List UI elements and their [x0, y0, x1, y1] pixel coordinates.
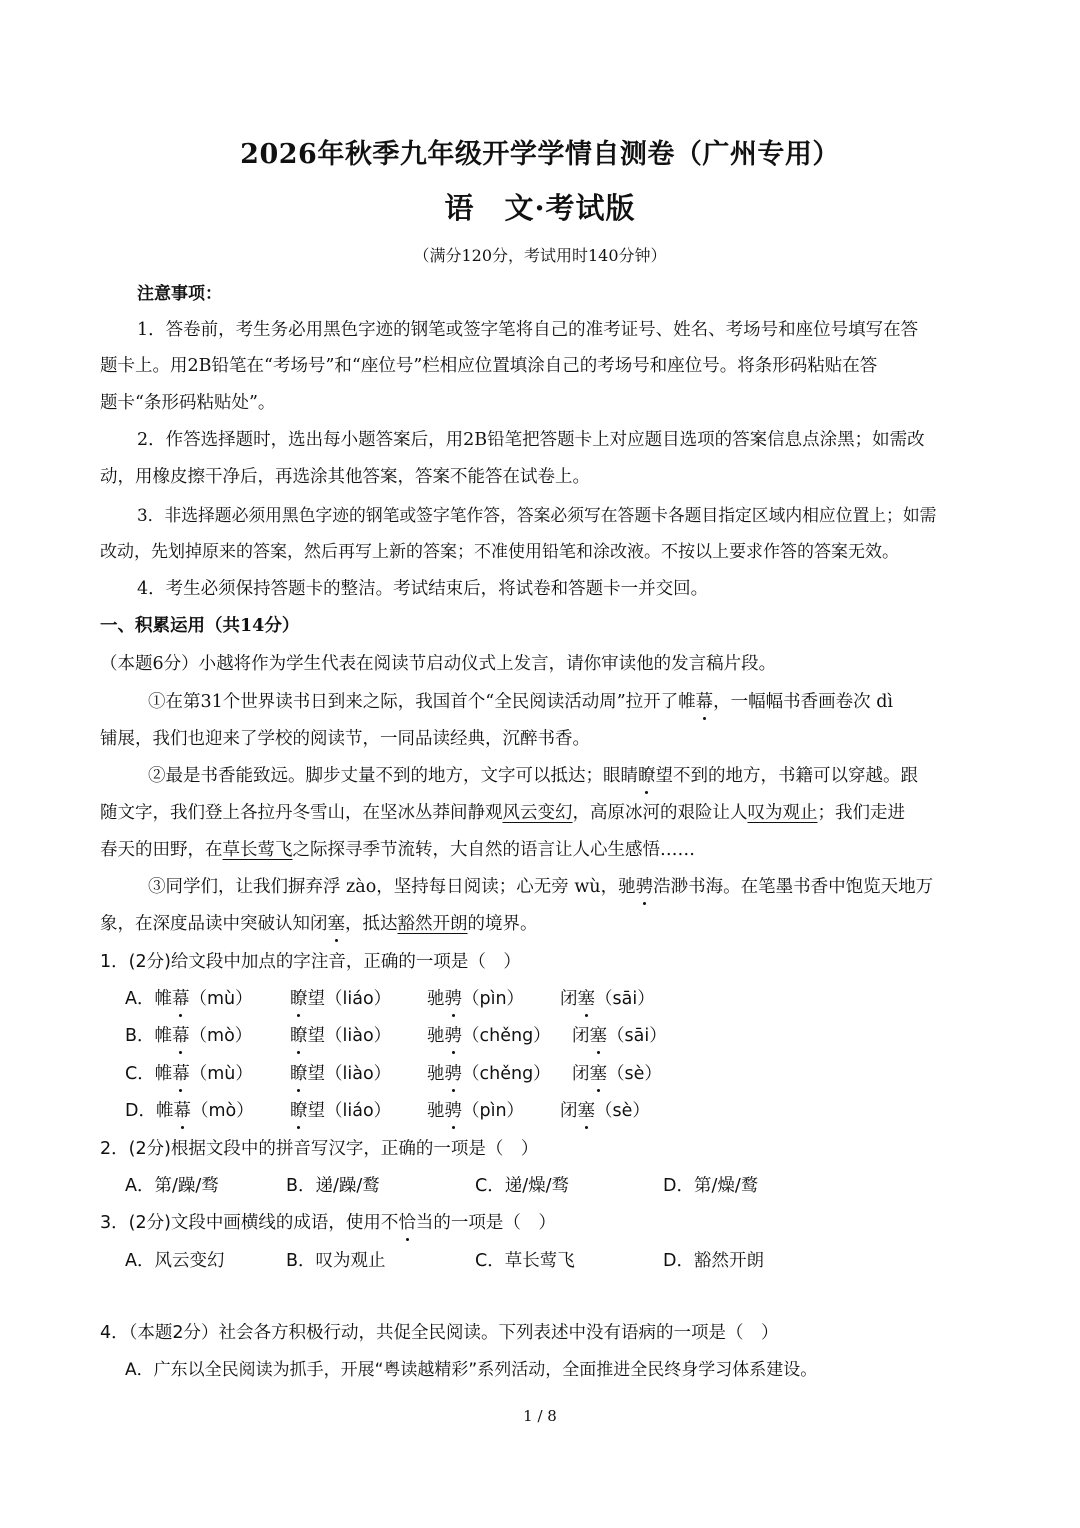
question-2-option-b: B．递/躁/鹜 [286, 1176, 380, 1196]
passage-paragraph-3-cont: 象，在深度品读中突破认知闭塞，抵达豁然开朗的境界。 [100, 914, 538, 934]
notice-heading: 注意事项： [137, 284, 222, 304]
question-1-option: C．帷幕（mù） 瞭望（liào） 驰骋（chěng） 闭塞（sè） [125, 1064, 662, 1084]
question-3-option-b: B．叹为观止 [286, 1251, 386, 1271]
passage-paragraph-1: ①在第31个世界读书日到来之际，我国首个“全民阅读活动周”拉开了帷幕，一幅幅书香画卷次 dì [148, 692, 894, 712]
question-2-stem: 2．(2分)根据文段中的拼音写汉字，正确的一项是（ ） [100, 1139, 539, 1159]
question-3-option-c: C．草长莺飞 [475, 1251, 575, 1271]
question-1-stem: 1．(2分)给文段中加点的字注音，正确的一项是（ ） [100, 952, 521, 972]
notice-line: 2．作答选择题时，选出每小题答案后，用2B铅笔把答题卡上对应题目选项的答案信息点涂黑；如需改 [137, 430, 925, 450]
question-4-stem: 4．（本题2分）社会各方积极行动，共促全民阅读。下列表述中没有语病的一项是（ ） [100, 1323, 779, 1343]
exam-title: 2026年秋季九年级开学学情自测卷（广州专用） [240, 139, 840, 170]
passage-paragraph-2: ②最是书香能致远。脚步丈量不到的地方，文字可以抵达；眼睛瞭望不到的地方，书籍可以穿越。跟 [148, 766, 918, 786]
question-3-stem: 3．(2分)文段中画横线的成语，使用不恰当的一项是（ ） [100, 1213, 556, 1233]
question-3-option-d: D．豁然开朗 [663, 1251, 764, 1271]
passage-paragraph-2-cont: 随文字，我们登上各拉丹冬雪山，在坚冰丛莽间静观风云变幻，高原冰河的艰险让人叹为观止；我们走进 [100, 803, 905, 823]
notice-line: 题卡“条形码粘贴处”。 [100, 393, 276, 413]
passage-paragraph-1-cont: 铺展，我们也迎来了学校的阅读节，一同品读经典，沉醉书香。 [100, 729, 590, 749]
question-1-option: D．帷幕（mò） 瞭望（liáo） 驰骋（pìn） 闭塞（sè） [125, 1101, 650, 1121]
question-1-option: A．帷幕（mù） 瞭望（liáo） 驰骋（pìn） 闭塞（sāi） [125, 989, 655, 1009]
question-4-option-a: A．广东以全民阅读为抓手，开展“粤读越精彩”系列活动，全面推进全民终身学习体系建设。 [125, 1360, 818, 1380]
idiom-3: 草长莺飞 [222, 840, 293, 860]
idiom-2: 叹为观止 [747, 803, 818, 823]
notice-line: 动，用橡皮擦干净后，再选涂其他答案，答案不能答在试卷上。 [100, 467, 590, 487]
page-number: 1 / 8 [523, 1407, 557, 1425]
passage-paragraph-2-cont: 春天的田野，在草长莺飞之际探寻季节流转，大自然的语言让人心生感悟…… [100, 840, 695, 860]
idiom-1: 风云变幻 [502, 803, 573, 823]
notice-line: 改动，先划掉原来的答案，然后再写上新的答案；不准使用铅笔和涂改液。不按以上要求作答的答案无效。 [100, 542, 899, 562]
question-1-option: B．帷幕（mò） 瞭望（liào） 驰骋（chěng） 闭塞（sāi） [125, 1026, 667, 1046]
section-heading: 一、积累运用（共14分） [100, 616, 300, 636]
passage-intro: （本题6分）小越将作为学生代表在阅读节启动仪式上发言，请你审读他的发言稿片段。 [100, 654, 777, 674]
question-2-option-a: A．第/躁/骛 [125, 1176, 219, 1196]
exam-subtitle: 语 文·考试版 [444, 191, 636, 225]
question-2-option-c: C．递/燥/骛 [475, 1176, 570, 1196]
notice-line: 1．答卷前，考生务必用黑色字迹的钢笔或签字笔将自己的准考证号、姓名、考场号和座位号填写在答 [137, 320, 919, 340]
notice-line: 题卡上。用2B铅笔在“考场号”和“座位号”栏相应位置填涂自己的考场号和座位号。将条形码粘贴在答 [100, 356, 878, 376]
question-2-option-d: D．第/燥/鹜 [663, 1176, 759, 1196]
exam-score-note: （满分120分，考试用时140分钟） [413, 246, 667, 265]
passage-paragraph-3: ③同学们，让我们摒弃浮 zào，坚持每日阅读；心无旁 wù，驰骋浩渺书海。在笔墨书香中饱览天地万 [148, 877, 934, 897]
notice-line: 3．非选择题必须用黑色字迹的钢笔或签字笔作答，答案必须写在答题卡各题目指定区域内相应位置上；如需 [137, 505, 937, 525]
notice-line: 4．考生必须保持答题卡的整洁。考试结束后，将试卷和答题卡一并交回。 [137, 579, 709, 599]
idiom-4: 豁然开朗 [397, 914, 468, 934]
question-3-option-a: A．风云变幻 [125, 1251, 225, 1271]
